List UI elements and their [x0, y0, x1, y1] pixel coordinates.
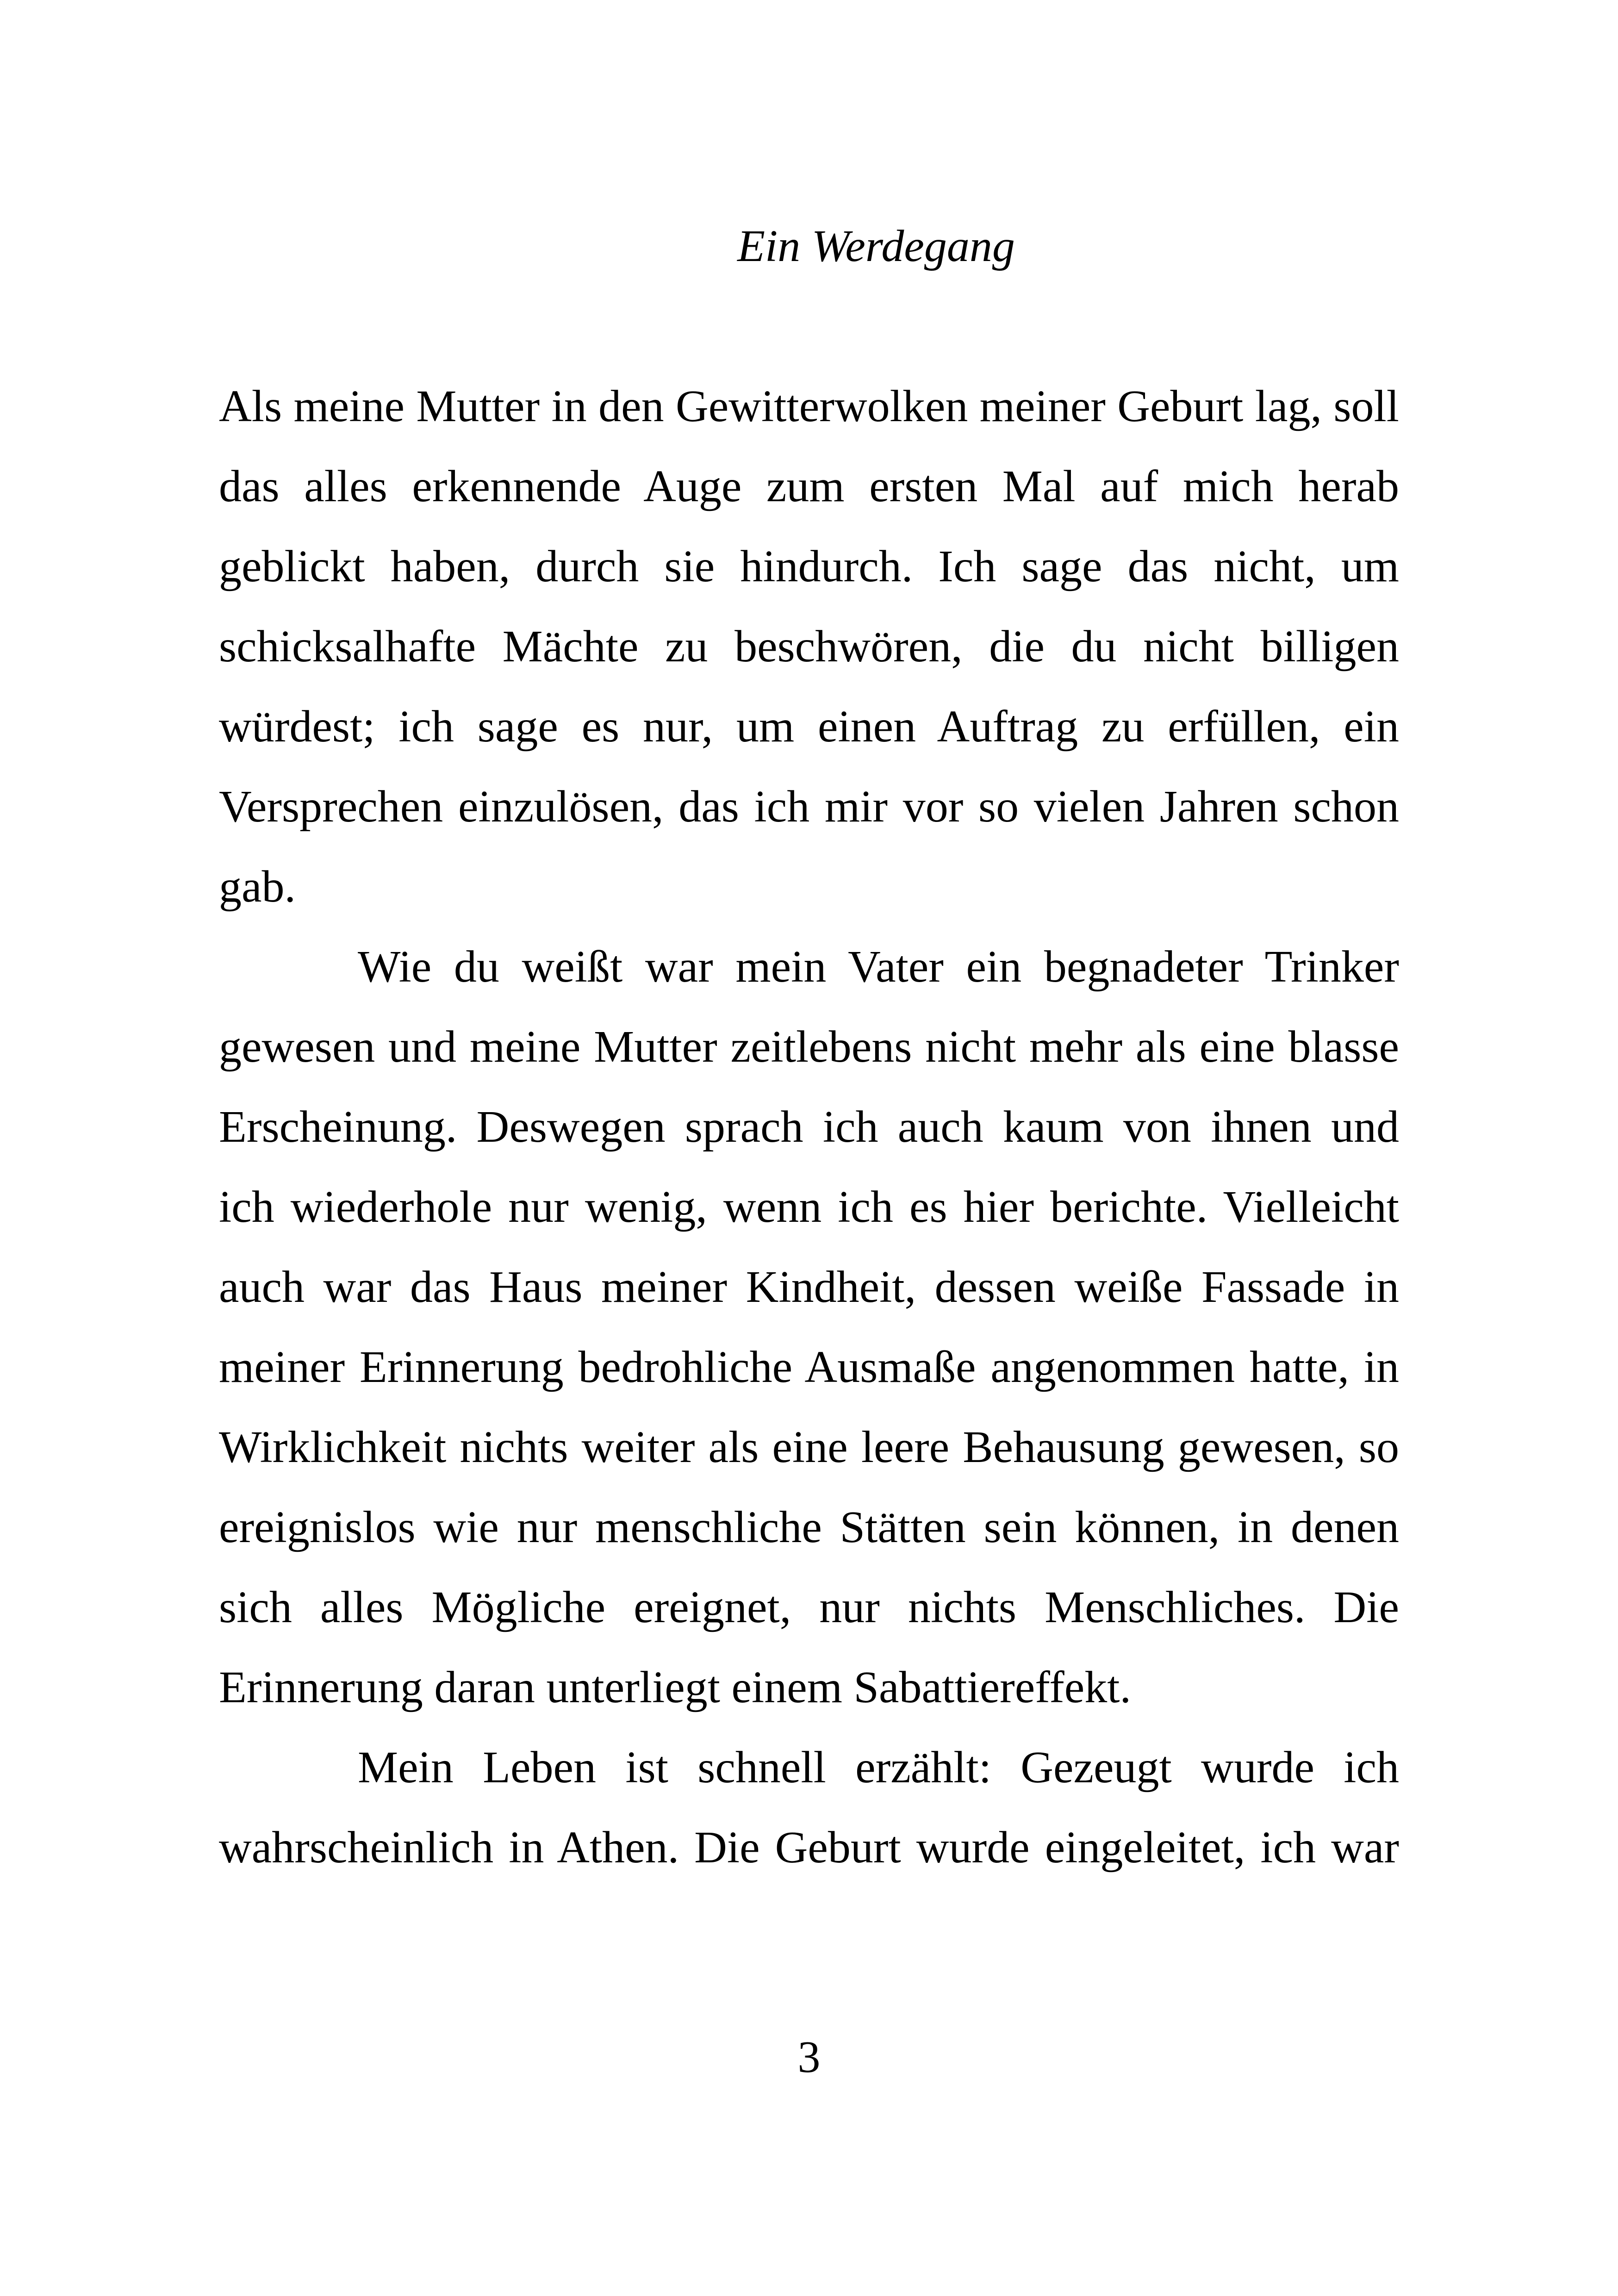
page-number: 3 — [797, 2032, 821, 2082]
document-body — [219, 367, 1399, 1888]
paragraph: Wie du weißt war mein Vater ein begnadeter Trinker gewesen und meine Mutter zeitlebens nicht mehr als eine blasse Erscheinung. Deswegen sprach ich auch kaum von ihnen und ich wiederhole nur wenig, wenn ich es hier berichte. Vielleicht auch war das Haus meiner Kindheit, dessen weiße Fassade in meiner Erinnerung bedrohliche Ausmaße angenommen hatte, in Wirklichkeit nichts weiter als eine leere Behausung gewesen, so ereignislos wie nur menschliche Stätten sein können, in denen sich alles Mögliche ereignet, nur nichts Menschliches. Die Erinnerung daran unterliegt einem Sabattiereffekt. — [219, 942, 1399, 1712]
document-title: Ein Werdegang — [737, 221, 1015, 271]
paragraph: Mein Leben ist schnell erzählt: Gezeugt wurde ich wahrscheinlich in Athen. Die Geburt wurde eingeleitet, ich war — [219, 1742, 1399, 1873]
paragraph: Als meine Mutter in den Gewitterwolken meiner Geburt lag, soll das alles erkennende Auge zum ersten Mal auf mich herab geblickt haben, durch sie hindurch. Ich sage das nicht, um schicksalhafte Mächte zu beschwören, die du nicht billigen würdest; ich sage es nur, um einen Auftrag zu erfüllen, ein Versprechen einzulösen, das ich mir vor so vielen Jahren schon gab. — [219, 381, 1399, 912]
